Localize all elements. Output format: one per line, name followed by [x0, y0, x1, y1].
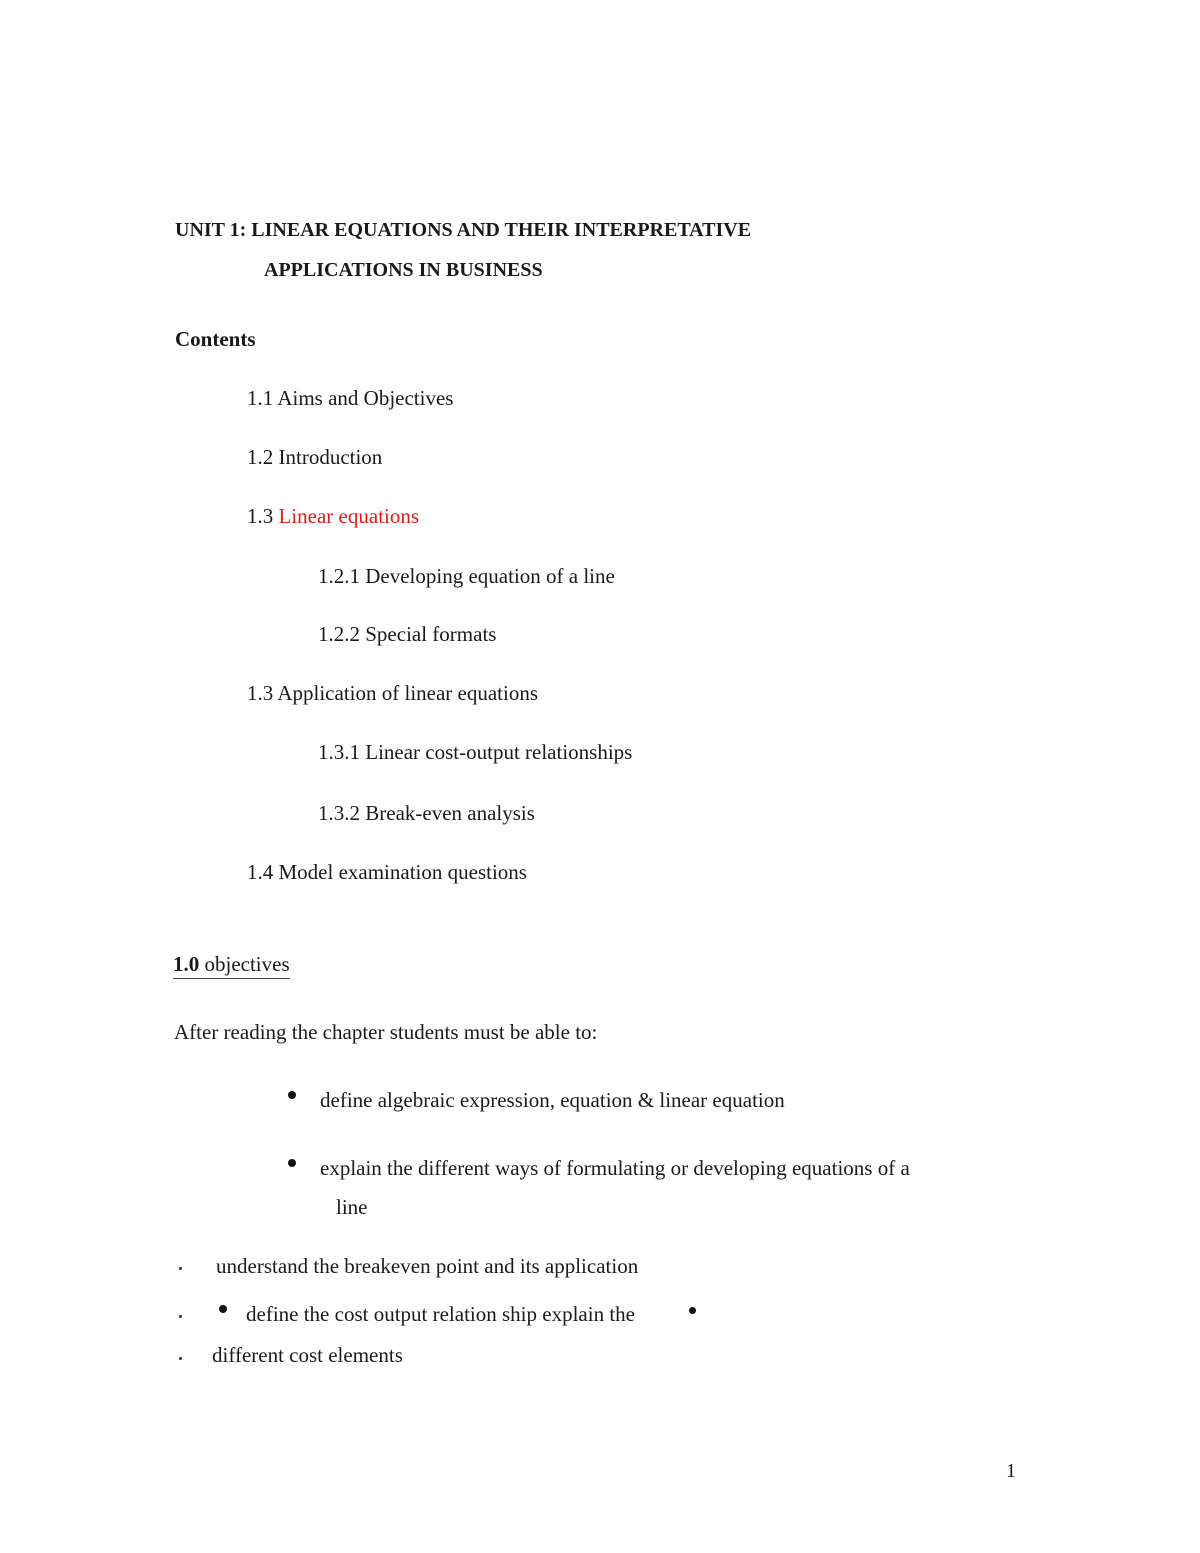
toc-item-introduction: 1.2 Introduction — [247, 445, 383, 469]
toc-item-aims: 1.1 Aims and Objectives — [247, 386, 454, 410]
toc-item-linear-equations-number: 1.3 — [247, 504, 274, 528]
toc-subitem-developing-equation: 1.2.1 Developing equation of a line — [318, 564, 615, 588]
toc-item-application: 1.3 Application of linear equations — [247, 681, 539, 705]
bullet-icon — [288, 1159, 296, 1167]
small-bullet-icon — [179, 1315, 182, 1318]
toc-subitem-break-even: 1.3.2 Break-even analysis — [318, 801, 535, 825]
small-bullet-icon — [179, 1357, 182, 1360]
objective-bullet-2: explain the different ways of formulating or developing equations of a — [320, 1156, 910, 1180]
objectives-heading — [173, 951, 290, 979]
bullet-icon — [219, 1305, 227, 1313]
small-bullet-icon — [179, 1267, 182, 1270]
toc-item-linear-equations — [247, 503, 419, 529]
toc-item-linear-equations-label: Linear equations — [278, 504, 420, 528]
objective-bullet-3: understand the breakeven point and its application — [216, 1254, 639, 1278]
bullet-icon — [288, 1091, 296, 1099]
unit-title-line-2: APPLICATIONS IN BUSINESS — [264, 259, 543, 281]
bullet-icon — [689, 1307, 696, 1314]
toc-subitem-special-formats: 1.2.2 Special formats — [318, 622, 497, 646]
unit-title-line-1: UNIT 1: LINEAR EQUATIONS AND THEIR INTERPRETATIVE — [175, 219, 752, 241]
toc-item-model-questions: 1.4 Model examination questions — [247, 860, 527, 884]
objectives-intro: After reading the chapter students must be able to: — [174, 1020, 598, 1044]
objective-bullet-1: define algebraic expression, equation & linear equation — [320, 1088, 785, 1112]
toc-subitem-cost-output: 1.3.1 Linear cost-output relationships — [318, 740, 633, 764]
objectives-number: 1.0 — [173, 952, 200, 976]
objective-bullet-2-continued: line — [336, 1195, 368, 1219]
page-number: 1 — [1006, 1460, 1016, 1482]
objective-bullet-4: define the cost output relation ship explain the — [246, 1302, 635, 1326]
objective-bullet-5: different cost elements — [212, 1343, 403, 1367]
objectives-label: objectives — [204, 952, 290, 976]
contents-heading: Contents — [175, 327, 256, 351]
